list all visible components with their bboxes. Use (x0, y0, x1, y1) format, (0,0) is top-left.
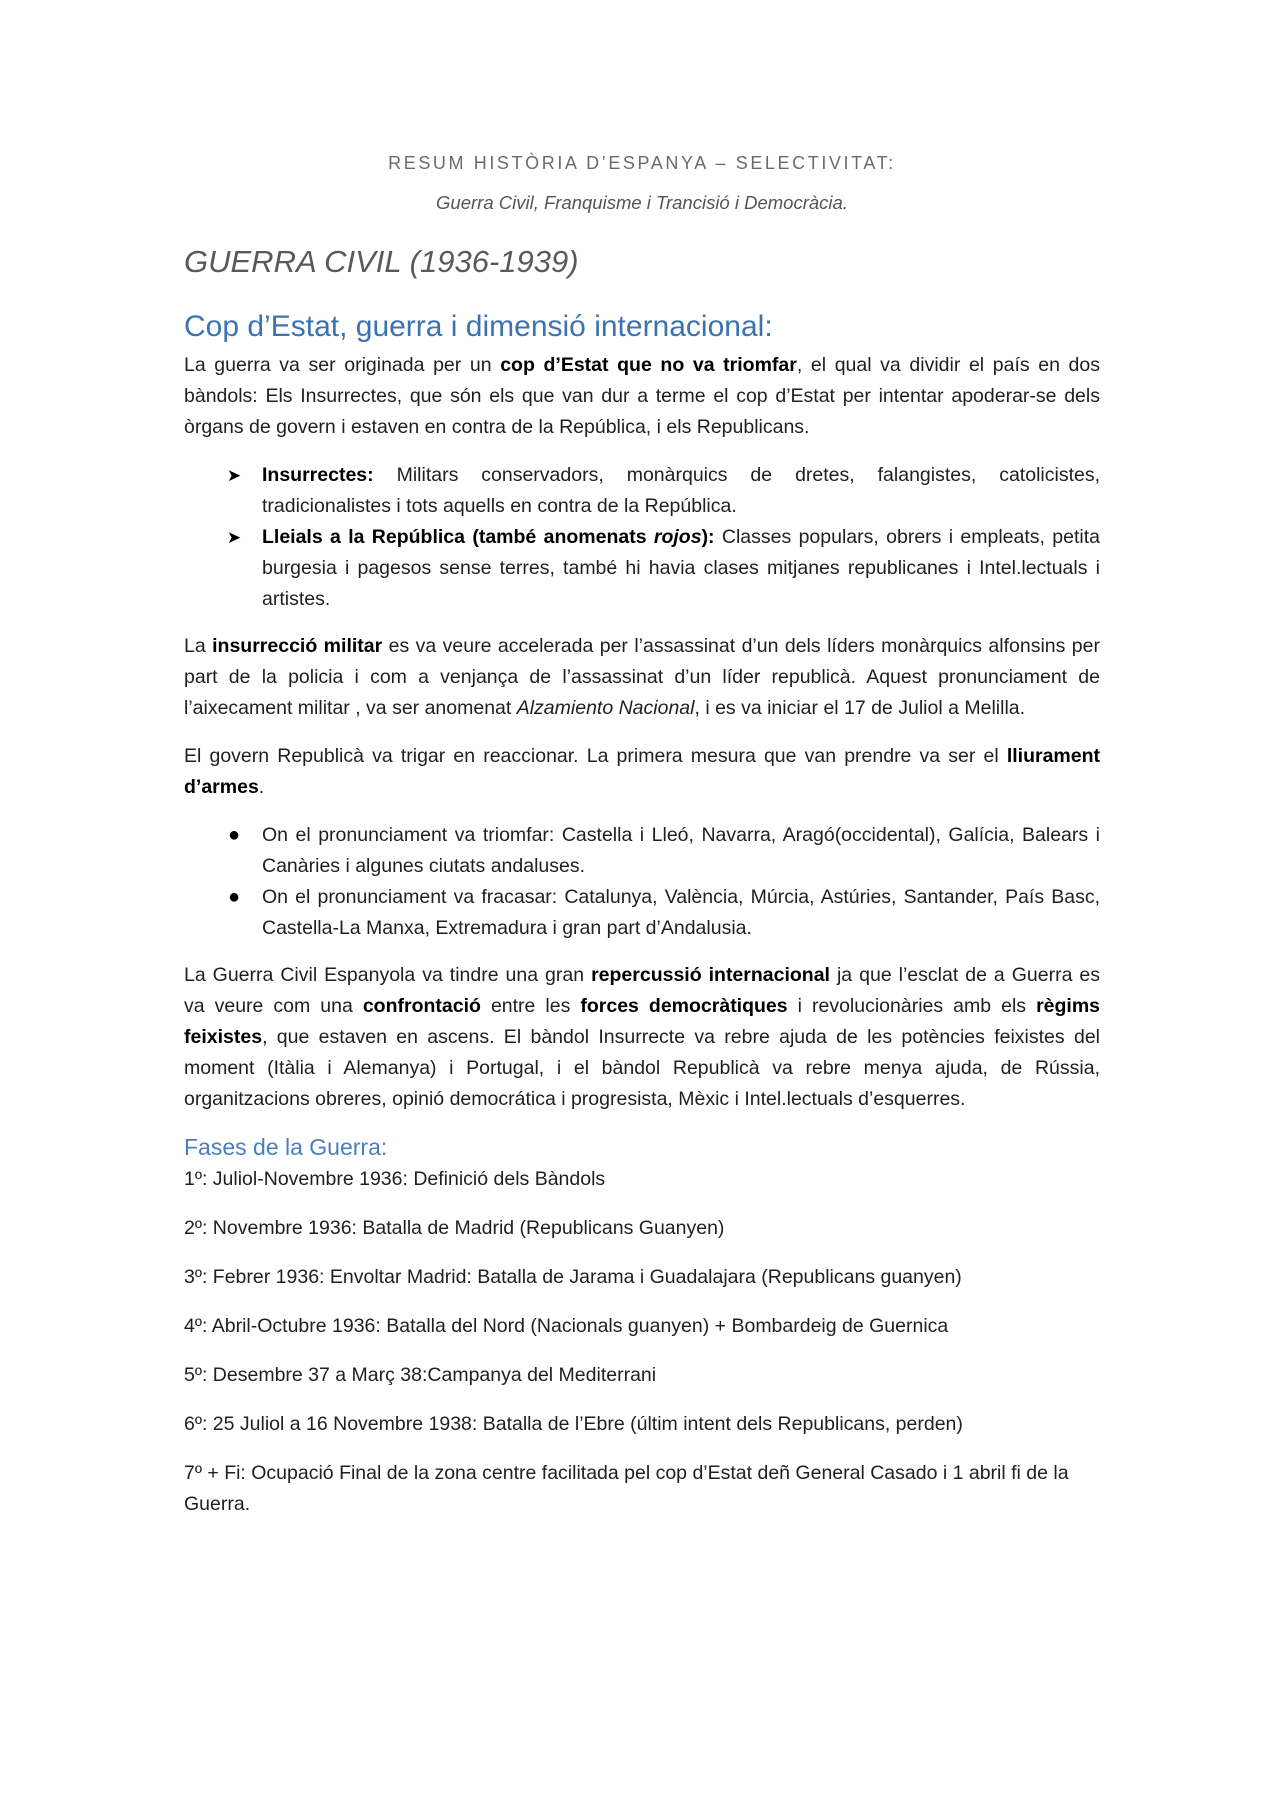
round-bullet-icon: ● (227, 824, 241, 846)
phase-item: 7º + Fi: Ocupació Final de la zona centre facilitada pel cop d’Estat deñ General Casado i 1 abril fi de la Guerra. (184, 1462, 1069, 1515)
phase-item: 4º: Abril-Octubre 1936: Batalla del Nord (Nacionals guanyen) + Bombardeig de Guernica (184, 1315, 949, 1337)
paragraph-government-reaction: El govern Republicà va trigar en reaccionar. La primera mesura que van prendre va ser el lliurament d’armes. (184, 745, 1100, 798)
round-bullet-icon: ● (227, 886, 241, 908)
paragraph-international: La Guerra Civil Espanyola va tindre una gran repercussió internacional ja que l’esclat de a Guerra es va veure com una confrontació entre les forces democràtiques i revolucionàries amb els règims feixistes, que estaven en ascens. El bàndol Insurrecte va rebre ajuda de les potències feixistes del moment (Itàlia i Alemanya) i Portugal, i el bàndol Republicà va rebre menya ajuda, de Rússia, organitzacions obreres, opinió democrática i progresista, Mèxic i Intel.lectuals d’esquerres. (184, 964, 1101, 1110)
outcomes-list (184, 820, 1100, 944)
sides-list (184, 460, 1100, 615)
phase-item: 3º: Febrer 1936: Envoltar Madrid: Batalla de Jarama i Guadalajara (Republicans guanyen) (184, 1266, 962, 1288)
chapter-heading: GUERRA CIVIL (1936-1939) (184, 244, 579, 279)
list-item-insurgents: ➤ Insurrectes: Militars conservadors, monàrquics de dretes, falangistes, catolicistes, tradicionalistes i tots aquells en contra de la República. (184, 460, 1100, 522)
arrow-right-bullet-icon: ➤ (226, 466, 242, 485)
phase-item: 6º: 25 Juliol a 16 Novembre 1938: Batalla de l’Ebre (últim intent dels Republicans, perden) (184, 1413, 963, 1435)
paragraph-uprising: La insurrecció militar es va veure accelerada per l’assassinat d’un dels líders monàrquics alfonsins per part de la policia i com a venjança de l’assassinat d’un líder republicà. Aquest pronunciament de l’aixecament militar , va ser anomenat Alzamiento Nacional, i es va iniciar el 17 de Juliol a Melilla. (184, 635, 1100, 719)
phase-item: 5º: Desembre 37 a Març 38:Campanya del Mediterrani (184, 1364, 657, 1386)
paragraph-origin: La guerra va ser originada per un cop d’Estat que no va triomfar, el qual va dividir el país en dos bàndols: Els Insurrectes, que són els que van dur a terme el cop d’Estat per intentar apoderar-se dels òrgans de govern i estaven en contra de la República, i els Republicans. (184, 354, 1100, 438)
list-item-loyalists: ➤ Lleials a la República (també anomenats rojos): Classes populars, obrers i empleats, petita burgesia i pagesos sense terres, també hi havia clases mitjanes republicanes i Intel.lectuals i artistes. (184, 522, 1100, 615)
section-heading-phases: Fases de la Guerra: (184, 1134, 388, 1160)
list-item-failure: ● On el pronunciament va fracasar: Catalunya, València, Múrcia, Astúries, Santander, País Basc, Castella-La Manxa, Extremadura i gran part d’Andalusia. (184, 882, 1100, 944)
phase-item: 2º: Novembre 1936: Batalla de Madrid (Republicans Guanyen) (184, 1217, 725, 1239)
section-heading-coup: Cop d’Estat, guerra i dimensió internacional: (184, 310, 773, 343)
phase-item: 1º: Juliol-Novembre 1936: Definició dels Bàndols (184, 1168, 606, 1190)
arrow-right-bullet-icon: ➤ (226, 528, 242, 547)
phases-list (184, 1164, 1100, 1520)
list-item-triumph: ● On el pronunciament va triomfar: Castella i Lleó, Navarra, Aragó(occidental), Galícia, Balears i Canàries i algunes ciutats andaluses. (184, 820, 1100, 882)
document-title: RESUM HISTÒRIA D’ESPANYA – SELECTIVITAT: (388, 153, 896, 173)
document-subtitle: Guerra Civil, Franquisme i Trancisió i Democràcia. (436, 192, 848, 213)
